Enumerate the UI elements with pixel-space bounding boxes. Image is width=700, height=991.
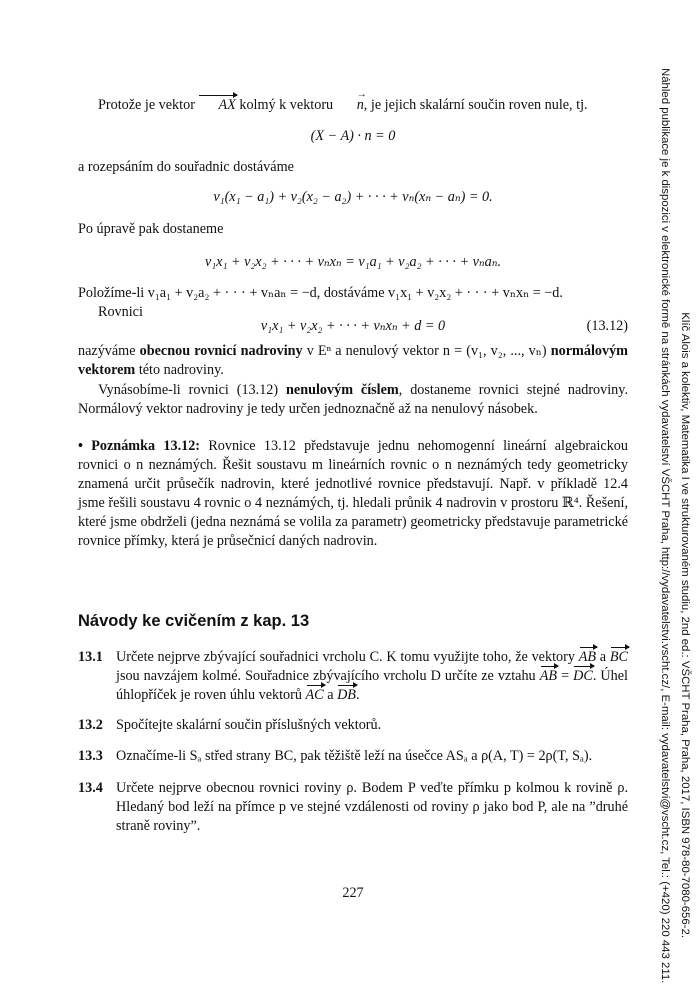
exercise-text: Určete nejprve zbývající souřadnici vrcholu C. K tomu využijte toho, že vektory AB a BC jsou navzájem kolmé. Souřadnice zbývajícího vrcholu D určíte ze vztahu AB = DC. Úhel úhlopříček je roven úhlu vektorů AC a DB. — [116, 649, 628, 703]
exercise-text: Označíme-li Sₐ střed strany BC, pak těžiště leží na úsečce ASₐ a ρ(A, T) = 2ρ(T, Sₐ). — [116, 748, 593, 764]
vector-db: DB — [337, 687, 356, 703]
note-label: • Poznámka 13.12: — [78, 438, 201, 454]
exercise-text: Spočítejte skalární součin příslušných vektorů. — [116, 717, 382, 733]
note-body: Rovnice 13.12 představuje jednu nehomogenní lineární algebraickou rovnici o n neznámých. Řešit soustavu m lineárních rovnic o n neznámých tedy geometricky znamená určit průsečík nadrovin, které jednotlivé rovnice představují. Např. v příkladě 12.4 jsme řešili soustavu 4 rovnic o 4 neznámých, tj. hledali průnik 4 nadrovin v prostoru ℝ⁴. Řešení, které jsme obdrželi (jedna neznámá se volila za parametr) geometricky představuje parametrické rovnice přímky, která je průsečnicí daných nadrovin. — [78, 438, 628, 549]
paragraph-simplify: Po úpravě pak dostaneme — [78, 221, 224, 237]
sidebar-line-preview: Náhled publikace je k dispozici v elektronické formě na stránkách vydavatelství VŠCHT Praha, http://vydavatelstvi.vscht.cz/, E-mail: vydavatelstvi@vscht.cz, Tel.: (+420) 220 443 211. — [659, 68, 671, 984]
paragraph-expand: a rozepsáním do souřadnic dostáváme — [78, 159, 294, 175]
equation-number: (13.12) — [586, 318, 628, 334]
section-heading: Návody ke cvičením z kap. 13 — [78, 612, 310, 630]
exercise-13-4 — [78, 779, 628, 836]
exercise-text: Určete nejprve obecnou rovnici roviny ρ. Bodem P veďte přímku p kolmou k rovině ρ. Hledaný bod leží na přímce p ve stejné vzdálenosti od roviny ρ jako bod P, ale na ”druhé straně roviny”. — [116, 780, 628, 834]
equation-hyperplane — [78, 317, 628, 336]
equation-dot-product: (X − A) · n = 0 — [310, 128, 396, 144]
vector-ab: AB — [539, 668, 558, 684]
exercise-number: 13.2 — [78, 717, 103, 733]
exercise-number: 13.4 — [78, 780, 103, 796]
term-normal-vector: normálovým vektorem — [78, 343, 628, 378]
exercise-13-1 — [78, 648, 628, 705]
equation-simplified: v₁x₁ + v₂x₂ + · · · + vₙxₙ = v₁a₁ + v₂a₂ + · · · + vₙaₙ. — [204, 254, 502, 270]
paragraph-intro: Protože je vektor AX kolmý k vektoru n →, je jejich skalární součin roven nule, tj. — [78, 96, 628, 115]
term-nonzero-number: nenulovým číslem — [286, 382, 399, 398]
exercise-13-2 — [78, 716, 628, 735]
vector-ab: AB — [578, 649, 597, 665]
sidebar-publication-note — [651, 68, 695, 984]
vector-n: n → — [337, 96, 364, 115]
page-number: 227 — [342, 885, 364, 901]
vector-ax: AX — [198, 96, 235, 115]
paragraph-equation-label: Rovnici — [98, 304, 143, 320]
page-content — [78, 0, 628, 991]
note-13-12 — [78, 437, 628, 551]
exercise-number: 13.1 — [78, 649, 103, 665]
exercise-number: 13.3 — [78, 748, 103, 764]
equation-hyperplane-text: v₁x₁ + v₂x₂ + · · · + vₙxₙ + d = 0 — [260, 318, 446, 334]
equation-expanded: v₁(x₁ − a₁) + v₂(x₂ − a₂) + · · · + vₙ(xₙ − aₙ) = 0. — [213, 189, 493, 205]
paragraph-nonzero-multiple: Vynásobíme-li rovnici (13.12) nenulovým číslem, dostaneme rovnici stejné nadroviny. Normálový vektor nadroviny je tedy určen jednoznačně až na nenulový násobek. — [78, 382, 628, 417]
term-general-equation: obecnou rovnicí nadroviny — [139, 343, 303, 359]
vector-ac: AC — [305, 687, 324, 703]
sidebar-line-citation: Klíč Alois a kolektiv, Matematika I ve strukturovaném studiu, 2nd ed.: VŠCHT Praha, Praha, 2017, ISBN 978-80-7080-656-2. — [679, 312, 691, 938]
exercise-13-3 — [78, 747, 628, 766]
vector-dc: DC — [573, 668, 593, 684]
vector-bc: BC — [609, 649, 628, 665]
paragraph-substitute: Položíme-li v₁a₁ + v₂a₂ + · · · + vₙaₙ = −d, dostáváme v₁x₁ + v₂x₂ + · · · + vₙxₙ = −d. — [78, 285, 563, 301]
paragraph-definition: nazýváme obecnou rovnicí nadroviny v Eⁿ a nenulový vektor n = (v₁, v₂, ..., vₙ) normálovým vektorem této nadroviny. — [78, 343, 628, 378]
